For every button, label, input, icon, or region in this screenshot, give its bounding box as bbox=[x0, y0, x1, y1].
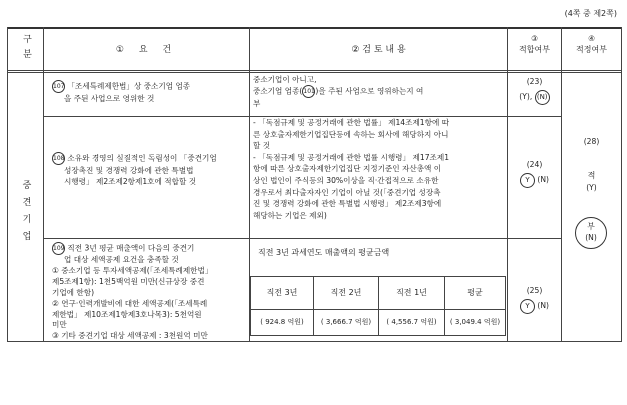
row2-num-badge: 108 bbox=[52, 152, 65, 165]
header-col4-fit: 적정여부 bbox=[576, 45, 607, 54]
final-unfit: 부 bbox=[587, 222, 595, 231]
row3-req-line5: 기업에 한함) bbox=[52, 287, 95, 297]
header-col3-fit: 적합여부 bbox=[519, 45, 550, 54]
row2-fit bbox=[508, 159, 561, 188]
col-left-border bbox=[7, 27, 8, 342]
row2-review-line9: 해당하는 기업은 제외) bbox=[253, 210, 327, 220]
header-col4-num: ④ bbox=[588, 34, 595, 43]
final-fit-y: (Y) bbox=[586, 183, 597, 192]
sales-header-2y: 직전 2년 bbox=[330, 288, 362, 297]
final-item-num: (28) bbox=[583, 137, 600, 146]
sales-table bbox=[250, 276, 506, 336]
row1-req-line2: 을 주된 사업으로 영위한 것 bbox=[64, 94, 155, 103]
row2-review-line3: 할 것 bbox=[253, 141, 271, 151]
row2-review bbox=[253, 117, 449, 221]
header-divider bbox=[7, 70, 622, 71]
header-category: 구분 bbox=[21, 34, 31, 64]
row1-num-badge: 107 bbox=[52, 80, 65, 93]
sales-header-1y: 직전 1년 bbox=[396, 288, 427, 297]
row3-item-num: (25) bbox=[526, 286, 543, 295]
row1-review bbox=[253, 74, 423, 109]
row3-req-line3: ① 중소기업 등 투자세액공제(「조세특례제한법」 bbox=[52, 265, 213, 275]
row2-review-line2: 른 상호출자제한기업집단등에 속하는 회사에 해당하지 아니 bbox=[253, 129, 449, 139]
row2-no: (N) bbox=[537, 175, 550, 184]
row1-req-line1: 「조세특례제한법」상 중소기업 업종 bbox=[67, 81, 191, 91]
col-divider-1 bbox=[43, 27, 44, 342]
row3-yes-selected: Y bbox=[520, 299, 535, 314]
row1-no-selected: (N) bbox=[535, 90, 550, 105]
row3-req-line1: 직전 3년 평균 매출액이 다음의 중견기 bbox=[67, 243, 195, 253]
row3-req-line6: ② 연구·인력개발비에 대한 세액공제(「조세특례 bbox=[52, 298, 208, 308]
row1-review-line2a: 중소기업 업종( bbox=[253, 86, 303, 96]
header-review: ② 검 토 내 용 bbox=[351, 45, 406, 55]
row3-requirement bbox=[52, 242, 212, 342]
row2-review-line6: 상인 법인이 주식등의 30%이상을 직·간접적으로 소유한 bbox=[253, 175, 439, 185]
row2-req-line3: 시행령」 제2조제2항제1호에 적합할 것 bbox=[64, 177, 197, 186]
row3-no: (N) bbox=[537, 301, 550, 310]
row1-item-num: (23) bbox=[526, 77, 543, 86]
row1-review-line3: 부 bbox=[253, 99, 261, 108]
header-divider-double bbox=[7, 72, 622, 73]
row1-yes: (Y), bbox=[519, 92, 533, 101]
row2-req-line1: 소유와 경영의 실질적인 독립성이 「중견기업 bbox=[67, 153, 217, 163]
row3-req-line7: 제한법」 제10조제1항제3호나목3): 5천억원 bbox=[52, 309, 202, 319]
sales-header-avg: 평균 bbox=[467, 288, 483, 297]
row2-req-line2: 성장촉진 및 경쟁력 강화에 관한 특별법 bbox=[64, 166, 194, 175]
sales-value-avg: ( 3,049.4 억원) bbox=[449, 318, 501, 326]
row1-fit bbox=[508, 76, 561, 105]
row2-review-line5: 항에 따른 상호출자제한기업집단 지정기준인 자산총액 이 bbox=[253, 164, 442, 174]
row3-req-line9: ③ 기타 중견기업 대상 세액공제 : 3천원억 미만 bbox=[52, 331, 208, 341]
sales-header-3y: 직전 3년 bbox=[266, 288, 298, 297]
row2-requirement bbox=[52, 152, 217, 187]
final-unfit-selected bbox=[575, 217, 607, 249]
row2-review-line4: - 「독점규제 및 공정거래에 관한 법률 시행령」 제17조제1 bbox=[253, 152, 450, 162]
row2-yes-selected: Y bbox=[520, 173, 535, 188]
row2-review-line7: 경우로서 최다출자자인 기업이 아닐 것(「중견기업 성장촉 bbox=[253, 187, 441, 197]
sales-value-2y: ( 3,666.7 억원) bbox=[320, 318, 372, 326]
row3-num-badge: 109 bbox=[52, 242, 65, 255]
row3-review-title: 직전 3년 과세연도 매출액의 평균금액 bbox=[258, 248, 390, 257]
row3-req-line2: 업 대상 세액공제 요건을 충족할 것 bbox=[64, 255, 179, 264]
row3-fit bbox=[508, 285, 561, 314]
table-top-border bbox=[7, 27, 622, 29]
page-info: (4쪽 중 제2쪽) bbox=[564, 9, 617, 18]
row3-req-line4: 제5조제1항): 1천5백억원 미만(신규상장 중견 bbox=[52, 276, 205, 286]
row2-item-num: (24) bbox=[526, 160, 543, 169]
row2-review-line8: 진 및 경쟁력 강화에 관한 특별법 시행령」 제2조제3항에 bbox=[253, 199, 442, 209]
header-requirements: ① 요 건 bbox=[115, 45, 178, 55]
section-label: 중견기업 bbox=[20, 180, 31, 248]
sales-value-1y: ( 4,556.7 억원) bbox=[386, 318, 437, 326]
row1-requirement bbox=[52, 80, 190, 104]
final-unfit-n: (N) bbox=[585, 233, 597, 242]
row3-req-line8: 미만 bbox=[52, 320, 67, 330]
final-fit: 적 bbox=[587, 171, 596, 180]
row1-review-num-badge: 101 bbox=[302, 85, 315, 98]
row2-review-line1: - 「독점규제 및 공정거래에 관한 법률」 제14조제1항에 따 bbox=[253, 118, 450, 127]
col-right-border bbox=[621, 27, 622, 342]
row1-review-line2b: )을 주된 사업으로 영위하는지 여 bbox=[315, 86, 424, 96]
row2-bottom bbox=[43, 238, 561, 239]
header-col3-num: ③ bbox=[531, 34, 538, 43]
row1-review-line1: 중소기업이 아니고, bbox=[253, 75, 317, 84]
sales-value-3y: ( 924.8 억원) bbox=[260, 318, 304, 326]
